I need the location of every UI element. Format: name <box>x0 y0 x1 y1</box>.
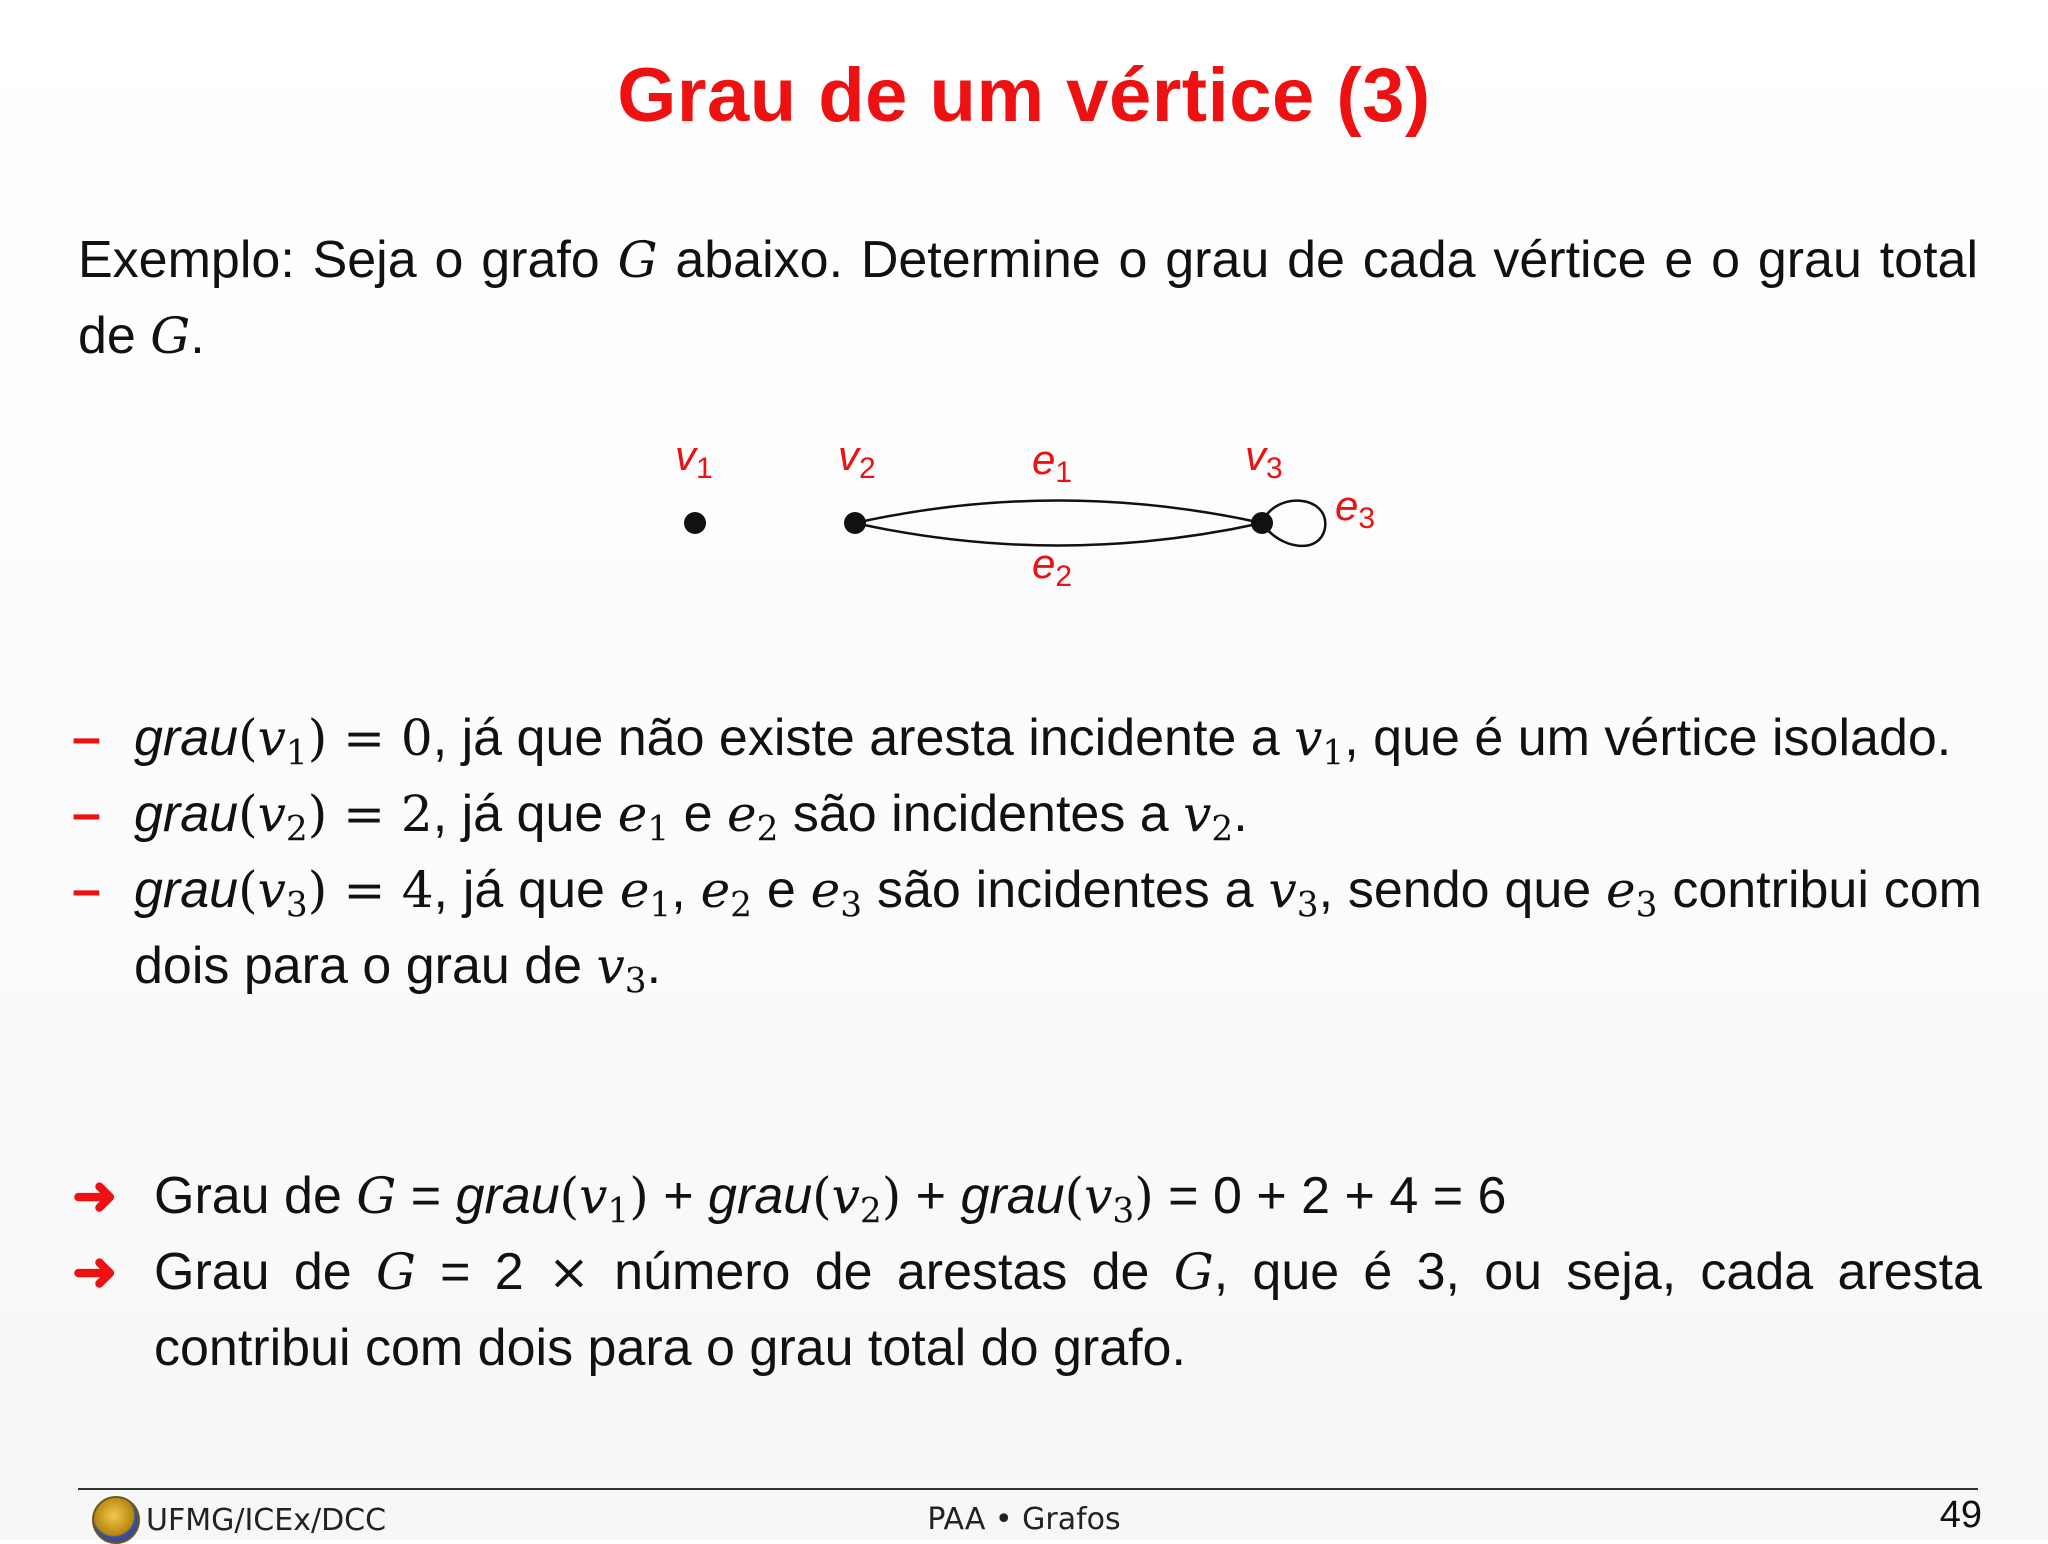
vertex-v1 <box>684 512 706 534</box>
math-sub: 2 <box>730 885 752 926</box>
bullet-text: . <box>1233 785 1248 843</box>
bullet-list <box>72 700 1982 1004</box>
fn-grau: grau <box>455 1167 560 1225</box>
bullet-text: , sendo que <box>1318 861 1607 919</box>
intro-text: abaixo. Determine o grau de cada vértice e o grau total de <box>78 231 1979 365</box>
bullet-item <box>72 700 1982 776</box>
math-sub: 1 <box>1322 733 1345 774</box>
arrow-text: = 2 <box>415 1243 548 1301</box>
math-paren: ( <box>238 709 258 767</box>
slide-title: Grau de um vértice (3) <box>617 53 1431 138</box>
footer-divider <box>78 1488 1978 1490</box>
math-paren: ) <box>307 709 328 767</box>
math-var: e <box>700 861 731 919</box>
arrow-text: + <box>648 1167 709 1225</box>
bullet-text: , já que não existe aresta incidente a <box>432 709 1295 767</box>
arrow-item <box>72 1158 1982 1234</box>
math-var: e <box>727 785 757 843</box>
math-sub: 3 <box>624 961 647 1002</box>
graph-diagram <box>640 420 1400 620</box>
math-var: v <box>1268 861 1297 919</box>
edge-e2 <box>855 523 1262 546</box>
math-sub: 1 <box>607 1191 630 1232</box>
math-var: e <box>617 785 648 843</box>
page-number: 49 <box>1939 1494 1982 1536</box>
math-sub: 1 <box>649 885 672 926</box>
bullet-text: , <box>671 861 701 919</box>
math-var: v <box>1084 1167 1113 1225</box>
arrow-text: Grau de <box>154 1167 357 1225</box>
math-paren: ) <box>307 785 328 843</box>
label-v2: v2 <box>838 432 876 485</box>
footer-course: PAA • Grafos <box>927 1502 1121 1537</box>
bullet-text: são incidentes a <box>862 861 1269 919</box>
math-sub: 3 <box>1635 885 1658 926</box>
math-var: e <box>1606 861 1636 919</box>
intro-text: . <box>190 307 205 365</box>
arrow-text: , que é 3, ou seja, cada aresta contribui com dois para o grau total do grafo. <box>154 1243 1982 1377</box>
math-G: G <box>150 307 191 365</box>
bullet-text: e <box>752 861 811 919</box>
math-paren: ) <box>1134 1167 1154 1225</box>
math-sub: 1 <box>647 809 670 850</box>
bullet-text: , já que <box>432 785 618 843</box>
bullet-dash: – <box>72 785 101 843</box>
bullet-item <box>72 852 1982 1004</box>
math-paren: ) <box>629 1167 649 1225</box>
arrow-text: Grau de <box>154 1243 376 1301</box>
intro-paragraph <box>78 222 1978 374</box>
math-G: G <box>356 1167 397 1225</box>
math-sub: 3 <box>1112 1191 1135 1232</box>
math-paren: ) <box>881 1167 902 1225</box>
bullet-text: contribui com dois para o grau de <box>134 861 1982 995</box>
math-sub: 3 <box>285 885 308 926</box>
math-sub: 2 <box>285 809 308 850</box>
math-var: v <box>257 861 286 919</box>
arrow-icon: ➜ <box>72 1166 118 1226</box>
label-v3: v3 <box>1245 432 1283 485</box>
math-var: e <box>619 861 650 919</box>
math-var: v <box>1294 709 1323 767</box>
math-rhs: = 4 <box>327 861 434 919</box>
fn-grau: grau <box>960 1167 1065 1225</box>
fn-grau: grau <box>134 785 239 843</box>
math-G: G <box>1173 1243 1214 1301</box>
math-var: v <box>579 1167 608 1225</box>
math-rhs: = 2 <box>327 785 433 843</box>
math-var: e <box>810 861 841 919</box>
math-sub: 2 <box>756 809 779 850</box>
math-paren: ( <box>238 861 258 919</box>
arrow-text: = <box>396 1167 456 1225</box>
math-G: G <box>375 1243 416 1301</box>
math-sub: 1 <box>285 733 308 774</box>
bullet-dash: – <box>72 709 101 767</box>
label-e3: e3 <box>1335 482 1376 535</box>
math-sub: 3 <box>840 885 863 926</box>
arrow-text: = 0 + 2 + 4 = 6 <box>1153 1167 1507 1225</box>
fn-grau: grau <box>134 709 239 767</box>
math-var: v <box>257 709 286 767</box>
label-e2: e2 <box>1032 540 1073 593</box>
bullet-item <box>72 776 1982 852</box>
bullet-text: , já que <box>433 861 620 919</box>
bullet-text: são incidentes a <box>778 785 1184 843</box>
math-paren: ( <box>559 1167 580 1225</box>
arrow-text: número de arestas de <box>589 1243 1174 1301</box>
fn-grau: grau <box>708 1167 813 1225</box>
math-times: × <box>548 1243 590 1301</box>
bullet-text: . <box>646 937 662 995</box>
math-paren: ( <box>812 1167 832 1225</box>
math-var: v <box>257 785 286 843</box>
math-var: v <box>1183 785 1212 843</box>
footer-institution-text: UFMG/ICEx/DCC <box>146 1502 387 1538</box>
arrow-list <box>72 1158 1982 1386</box>
math-var: v <box>596 937 625 995</box>
math-paren: ) <box>307 861 328 919</box>
math-sub: 3 <box>1296 885 1319 926</box>
label-v1: v1 <box>675 432 713 485</box>
math-sub: 2 <box>1211 809 1234 850</box>
bullet-text: e <box>669 785 727 843</box>
math-var: v <box>831 1167 860 1225</box>
fn-grau: grau <box>134 861 239 919</box>
arrow-icon: ➜ <box>72 1242 118 1302</box>
math-G: G <box>617 231 658 289</box>
arrow-text: + <box>901 1167 961 1225</box>
math-paren: ( <box>1064 1167 1085 1225</box>
math-sub: 2 <box>859 1191 882 1232</box>
math-rhs: = 0 <box>327 709 433 767</box>
bullet-dash: – <box>72 861 101 919</box>
bullet-text: , que é um vértice isolado. <box>1344 709 1952 767</box>
label-e1: e1 <box>1032 436 1073 489</box>
intro-text: Exemplo: Seja o grafo <box>78 231 618 289</box>
edge-e1 <box>855 501 1262 524</box>
arrow-item <box>72 1234 1982 1386</box>
math-paren: ( <box>238 785 258 843</box>
